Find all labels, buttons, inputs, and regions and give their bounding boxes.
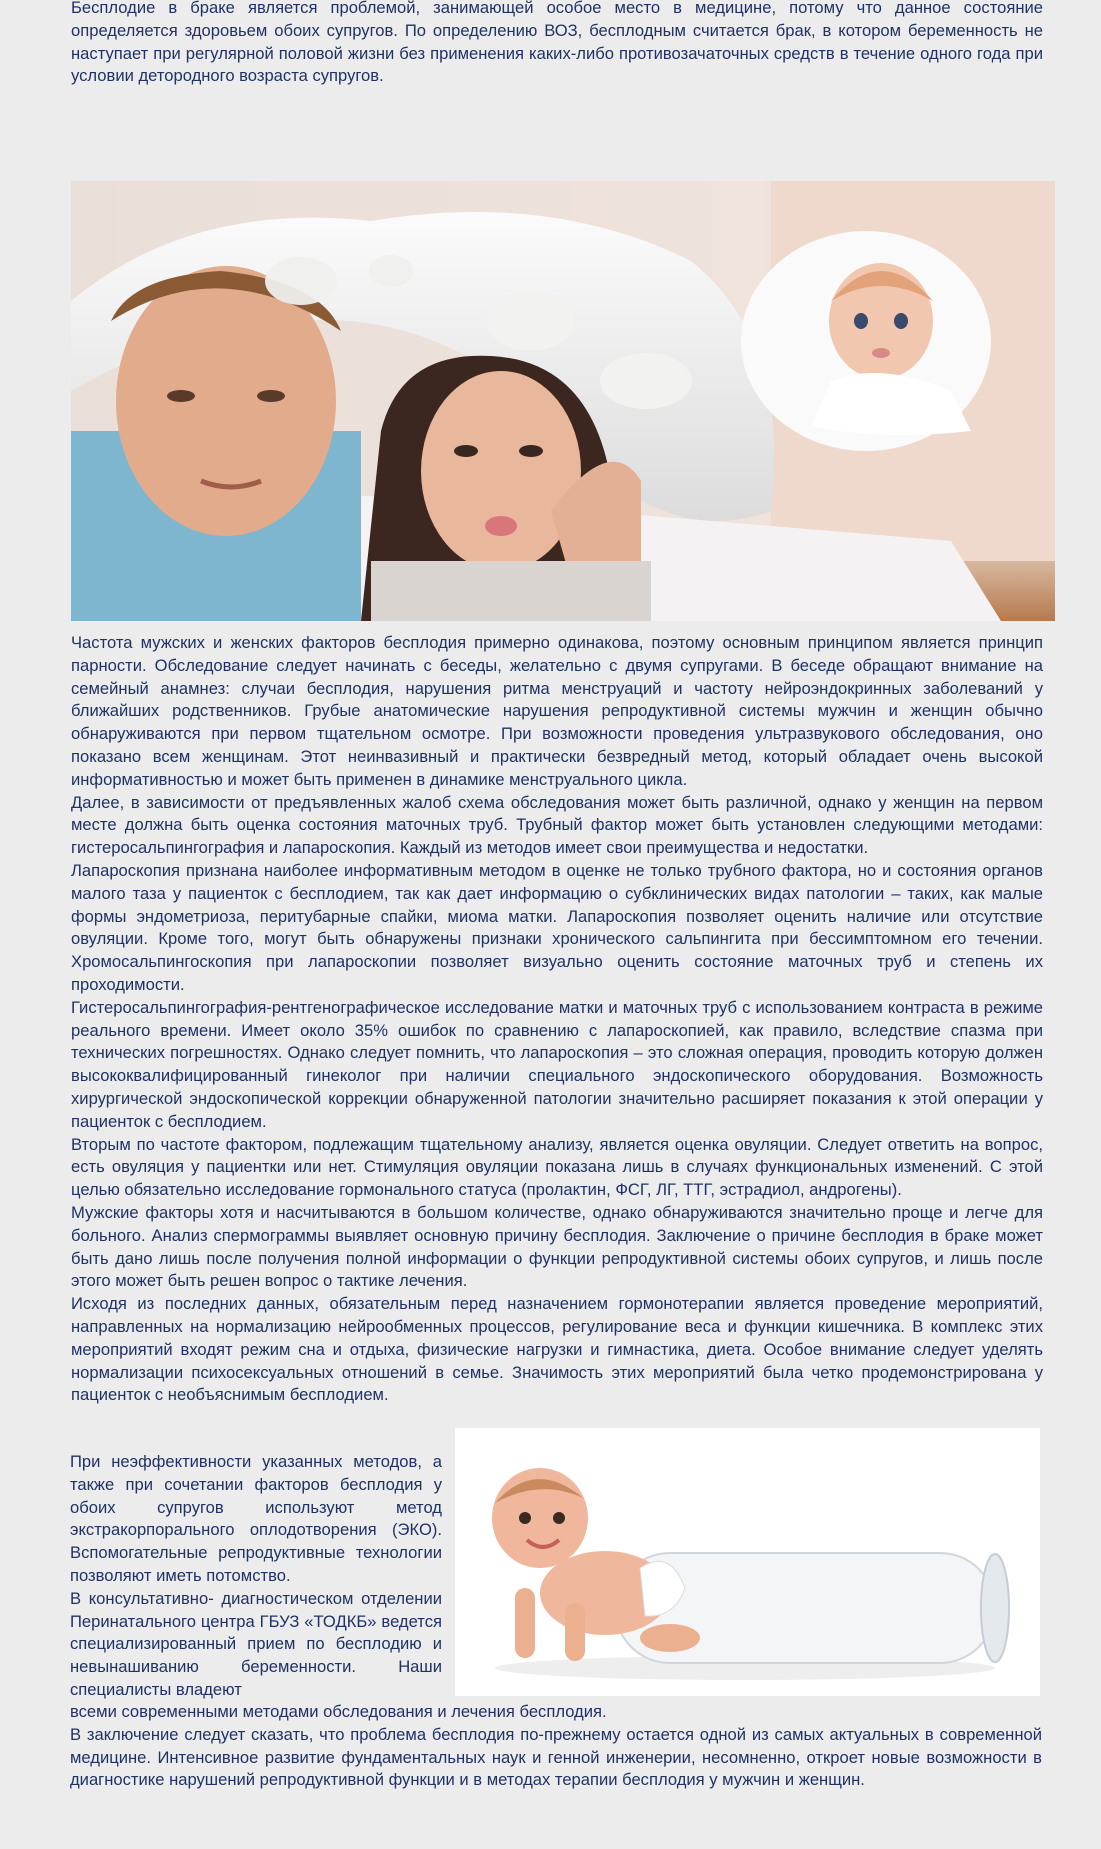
paragraph-male-factors: Мужские факторы хотя и насчитываются в большом количестве, однако обнаруживаются значительно проще и легче для больного. Анализ спермограммы выявляет основную причину бесплодия. Заключение о причине бесплодия в браке может быть дано лишь после получения полной информации о функции репродуктивной системы обоих супругов, и лишь после этого может быть решен вопрос о тактике лечения. <box>71 1202 1043 1291</box>
paragraph-laparoscopy: Лапароскопия признана наиболее информативным методом в оценке не только трубного фактора, но и состояния органов малого таза у пациенток с бесплодием, так как дает информацию о субклинических видах патологии – таких, как малые формы эндометриоза, перитубарные спайки, миома матки. Лапароскопия позволяет оценить наличие или отсутствие овуляции. Кроме того, могут быть обнаружены признаки хронического сальпингита при бессимптомном его течении. Хромосальпингоскопия при лапароскопии позволяет визуально оценить состояние маточных труб и степень их проходимости. <box>71 860 1043 994</box>
paragraph-perinatal-center: В консультативно- диагностическом отделении Перинатального центра ГБУЗ «ТОДКБ» ведется специализированный прием по бесплодию и невынашиванию беременности. Наши специалисты владеют <box>70 1588 442 1699</box>
couple-photo <box>71 181 1055 621</box>
intro-paragraph: Бесплодие в браке является проблемой, занимающей особое место в медицине, потому что данное состояние определяется здоровьем обоих супругов. По определению ВОЗ, бесплодным считается брак, в котором беременность не наступает при регулярной половой жизни без применения каких-либо противозачаточных средств в течение одного года при условии детородного возраста супругов. <box>71 0 1043 86</box>
paragraph-perinatal-center-end: всеми современными методами обследования и лечения бесплодия. <box>70 1702 607 1721</box>
main-article-body <box>71 632 1043 1407</box>
baby-test-tube-illustration <box>455 1428 1040 1696</box>
paragraph-ivf: При неэффективности указанных методов, а также при сочетании факторов бесплодия у обоих супругов используют метод экстракорпорального оплодотворения (ЭКО). Вспомогательные репродуктивные технологии позволяют иметь потомство. <box>70 1452 442 1585</box>
couple-illustration <box>71 181 1055 621</box>
paragraph-ovulation: Вторым по частоте фактором, подлежащим тщательному анализу, является оценка овуляции. Следует ответить на вопрос, есть овуляция у пациентки или нет. Стимуляция овуляции показана лишь в случаях функциональных изменений. С этой целью обязательно исследование гормонального статуса (пролактин, ФСГ, ЛГ, ТТГ, эстрадиол, андрогены). <box>71 1134 1043 1200</box>
paragraph-parity: Частота мужских и женских факторов бесплодия примерно одинакова, поэтому основным принципом является принцип парности. Обследование следует начинать с беседы, желательно с двумя супругами. В беседе обращают внимание на семейный анамнез: случаи бесплодия, нарушения ритма менструаций и частоту нейроэндокринных заболеваний у ближайших родственников. Грубые анатомические нарушения репродуктивной системы мужчин и женщин обычно обнаруживаются при первом тщательном осмотре. При возможности проведения ультразвукового обследования, оно показано всем женщинам. Этот неинвазивный и практически безвредный метод, который обладает очень высокой информативностью и может быть применен в динамике менструального цикла. <box>71 633 1043 789</box>
closing-section <box>70 1701 1042 1792</box>
paragraph-preparation: Исходя из последних данных, обязательным перед назначением гормонотерапии является проведение мероприятий, направленных на нормализацию нейрообменных процессов, регулирование веса и функции кишечника. В комплекс этих мероприятий входят режим сна и отдыха, физические нагрузки и гимнастика, диета. Особое внимание следует уделять нормализации психосексуальных отношений в семье. Значимость этих мероприятий была четко продемонстрирована у пациенток с необъяснимым бесплодием. <box>71 1294 1043 1405</box>
paragraph-tubal-factor: Далее, в зависимости от предъявленных жалоб схема обследования может быть различной, однако у женщин на первом месте должна быть оценка состояния маточных труб. Трубный фактор может быть установлен следующими методами: гистеросальпингография и лапароскопия. Каждый из методов имеет свои преимущества и недостатки. <box>71 792 1043 858</box>
ivf-column <box>70 1451 442 1702</box>
baby-test-tube-photo <box>455 1428 1040 1696</box>
paragraph-conclusion: В заключение следует сказать, что проблема бесплодия по-прежнему остается одной из самых актуальных в современной медицине. Интенсивное развитие фундаментальных наук и генной инженерии, несомненно, откроет новые возможности в диагностике нарушений репродуктивной функции и в методах терапии бесплодия у мужчин и женщин. <box>70 1724 1042 1790</box>
paragraph-hysterosalpingography: Гистеросальпингография-рентгенографическое исследование матки и маточных труб с использованием контраста в режиме реального времени. Имеет около 35% ошибок по сравнению с лапароскопией, как правило, вследствие спазма при технических погрешностях. Однако следует помнить, что лапароскопия – это сложная операция, проводить которую должен высококвалифицированный гинеколог при наличии специального эндоскопического оборудования. Возможность хирургической эндоскопической коррекции обнаруженной патологии значительно расширяет показания к этой операции у пациенток с бесплодием. <box>71 997 1043 1131</box>
